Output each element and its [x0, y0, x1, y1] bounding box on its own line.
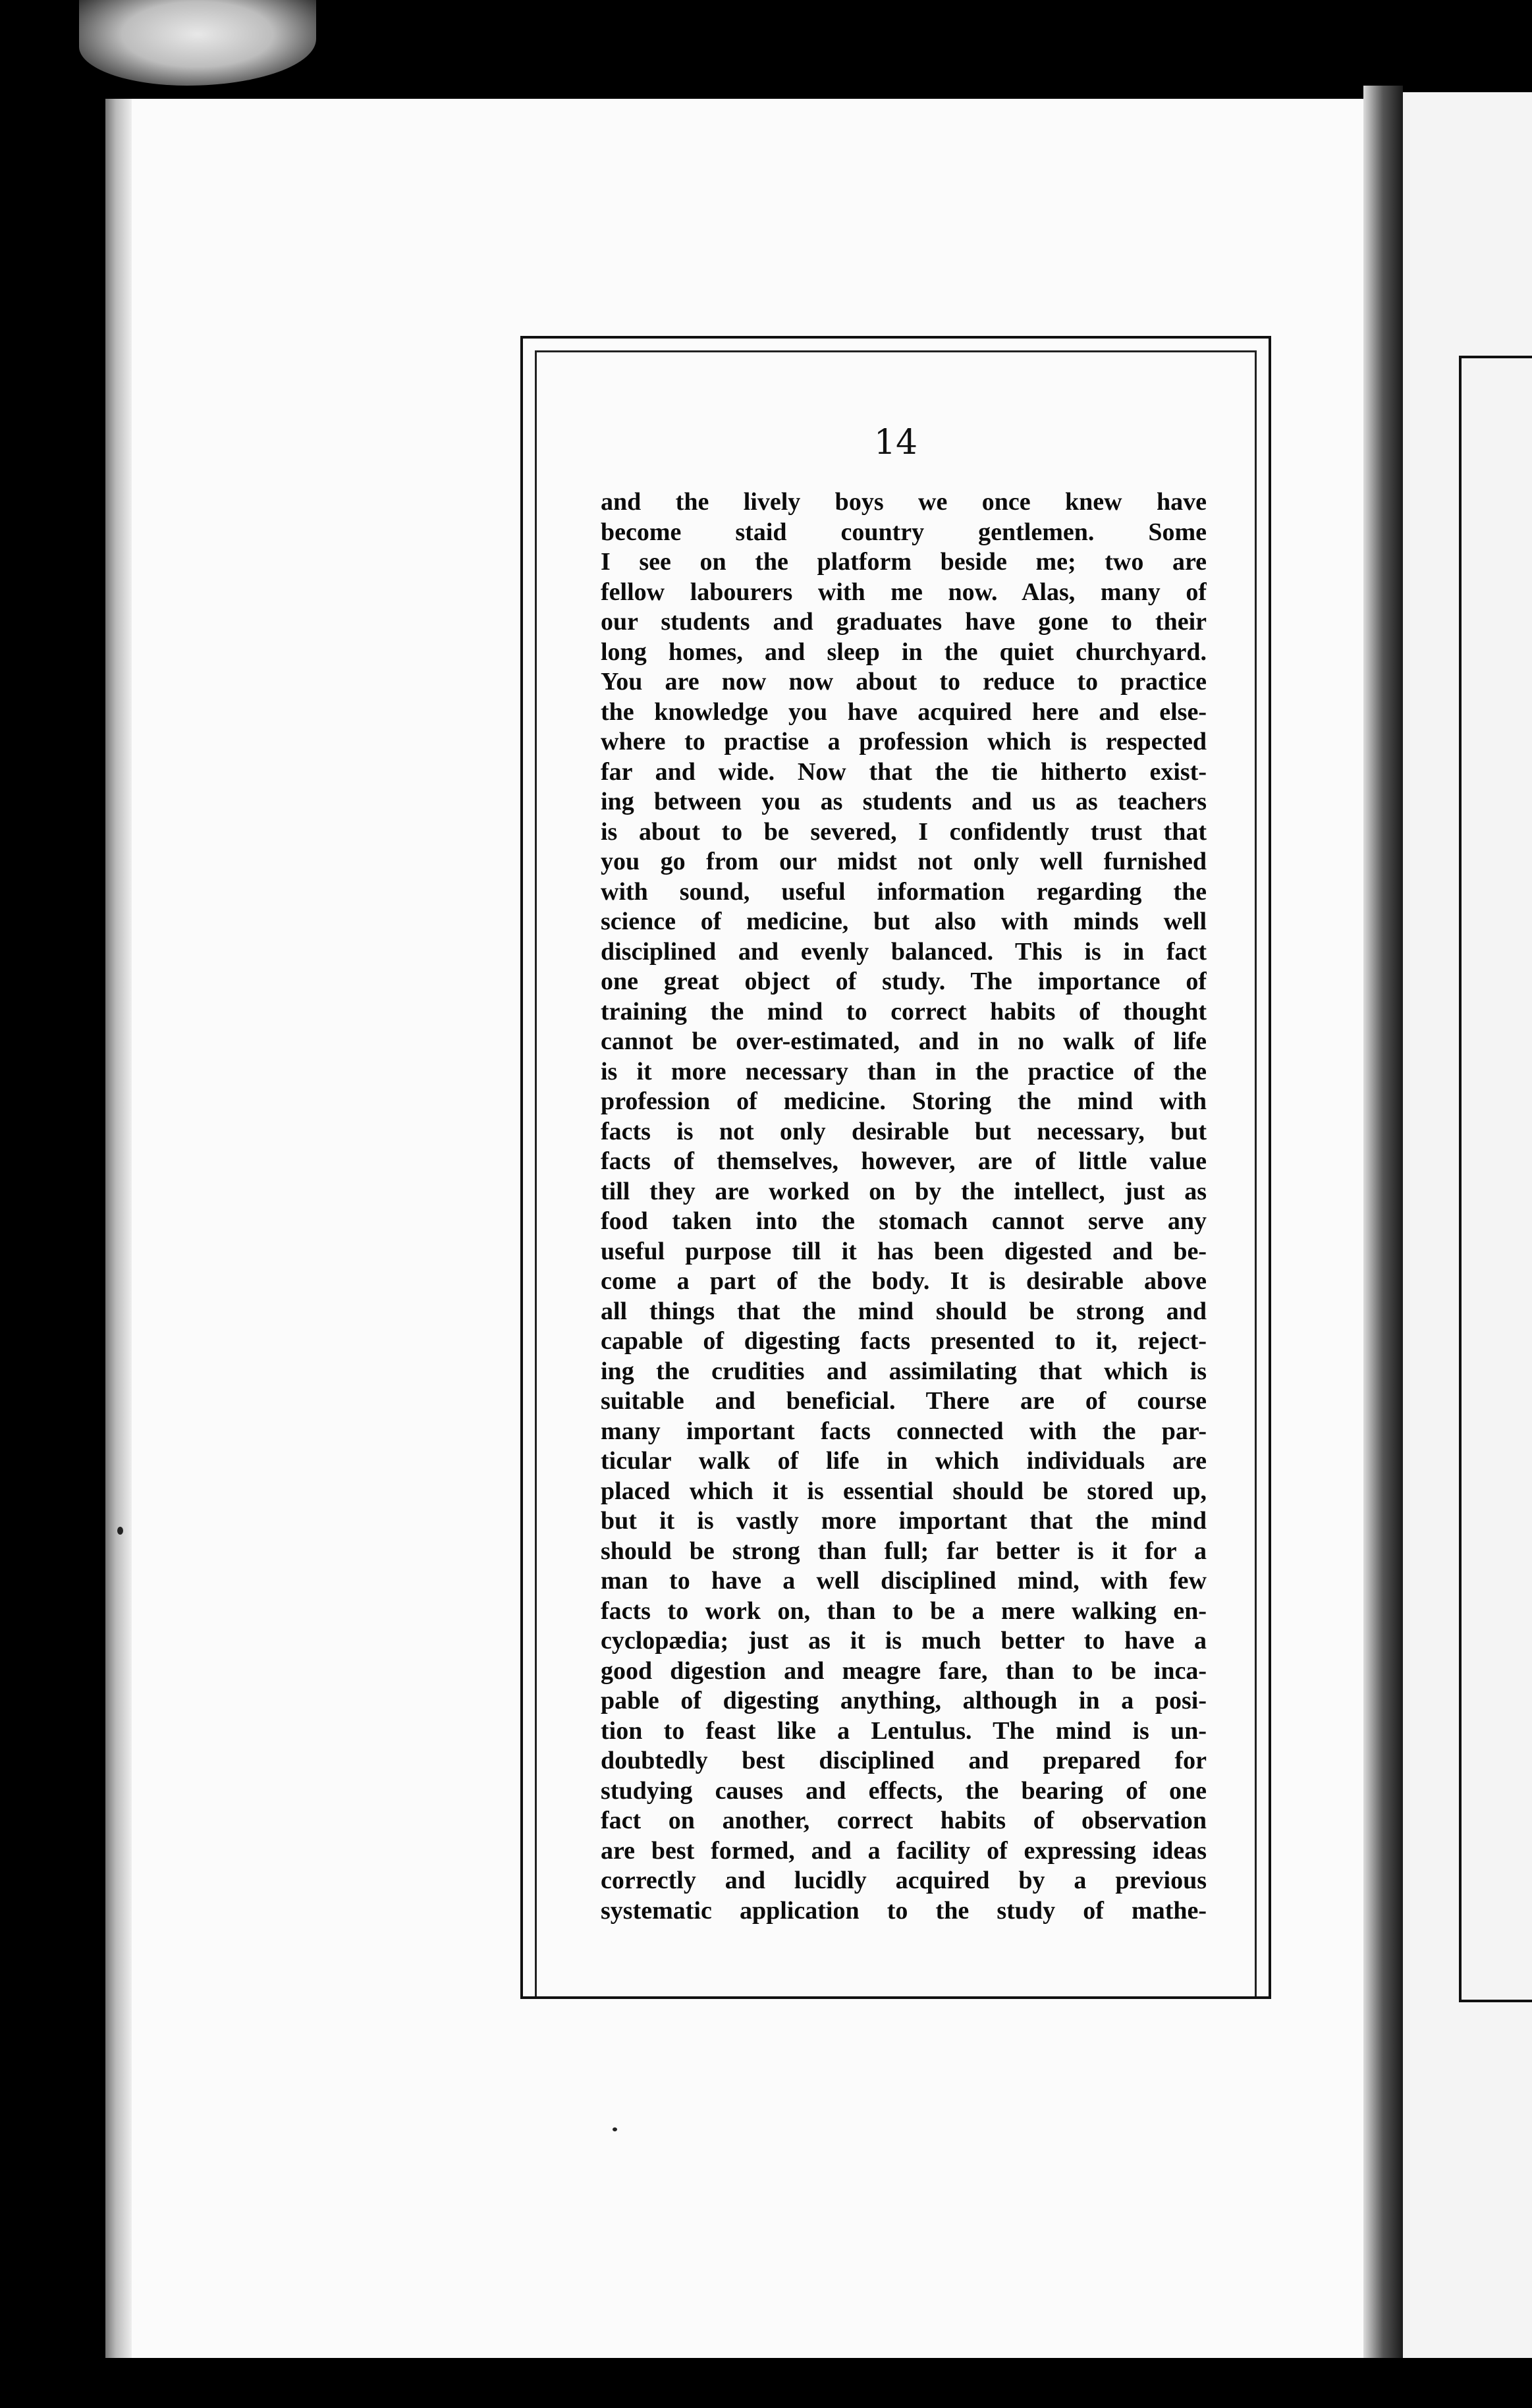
text-line: I see on the platform beside me; two are [601, 548, 1207, 576]
text-line: cannot be over-estimated, and in no walk of life [601, 1027, 1207, 1055]
text-line: disciplined and evenly balanced. This is in fact [601, 937, 1207, 966]
text-line: man to have a well disciplined mind, with few [601, 1567, 1207, 1595]
text-line: profession of medicine. Storing the mind with [601, 1087, 1207, 1115]
text-line: good digestion and meagre fare, than to be inca- [601, 1656, 1207, 1685]
text-line: ing between you as students and us as teachers [601, 788, 1207, 815]
text-line: should be strong than full; far better is it for a [601, 1537, 1207, 1565]
text-line: till they are worked on by the intellect, just as [601, 1177, 1207, 1205]
text-line: facts to work on, than to be a mere walking en- [601, 1597, 1207, 1625]
text-line: come a part of the body. It is desirable above [601, 1267, 1207, 1295]
text-line: studying causes and effects, the bearing of one [601, 1776, 1207, 1805]
text-line: ing the crudities and assimilating that which is [601, 1357, 1207, 1385]
facing-page-frame [1459, 356, 1532, 2002]
text-line: correctly and lucidly acquired by a previous [601, 1867, 1207, 1894]
text-line: long homes, and sleep in the quiet churchyard. [601, 638, 1207, 666]
text-line: facts of themselves, however, are of little value [601, 1147, 1207, 1175]
text-line: where to practise a profession which is respected [601, 728, 1207, 755]
scan-speck [117, 1527, 123, 1535]
text-line: useful purpose till it has been digested and be- [601, 1237, 1207, 1265]
text-line: many important facts connected with the par- [601, 1417, 1207, 1445]
scan-border-bottom [0, 2358, 1532, 2408]
text-line: our students and graduates have gone to their [601, 608, 1207, 636]
text-frame [520, 336, 1271, 1999]
page-number: 14 [873, 423, 918, 462]
book-gutter [1363, 86, 1403, 2365]
text-line: is it more necessary than in the practice of the [601, 1057, 1207, 1085]
text-line: systematic application to the study of mathe- [601, 1896, 1207, 1925]
text-line: cyclopædia; just as it is much better to have a [601, 1627, 1207, 1655]
text-line: but it is vastly more important that the mind [601, 1507, 1207, 1535]
text-line: one great object of study. The importance of [601, 968, 1207, 995]
text-line: doubtedly best disciplined and prepared for [601, 1747, 1207, 1774]
text-line: all things that the mind should be strong and [601, 1297, 1207, 1325]
text-line: fellow labourers with me now. Alas, many of [601, 578, 1207, 606]
text-line: with sound, useful information regarding the [601, 877, 1207, 906]
text-line: science of medicine, but also with minds well [601, 908, 1207, 935]
scan-speck [613, 2127, 617, 2131]
text-line: tion to feast like a Lentulus. The mind is un- [601, 1716, 1207, 1745]
page-stack-edge [105, 99, 132, 2358]
text-line: fact on another, correct habits of observation [601, 1807, 1207, 1834]
text-line: ticular walk of life in which individuals are [601, 1447, 1207, 1475]
text-line: are best formed, and a facility of expressing ideas [601, 1836, 1207, 1865]
text-line: capable of digesting facts presented to it, reject- [601, 1327, 1207, 1355]
text-line: you go from our midst not only well furnished [601, 848, 1207, 875]
text-line: training the mind to correct habits of thought [601, 997, 1207, 1026]
text-line: pable of digesting anything, although in a posi- [601, 1687, 1207, 1714]
text-line: facts is not only desirable but necessary, but [601, 1117, 1207, 1145]
text-line: is about to be severed, I confidently trust that [601, 817, 1207, 846]
body-text [601, 487, 1207, 1926]
text-line: far and wide. Now that the tie hitherto exist- [601, 757, 1207, 786]
text-line: You are now now about to reduce to practice [601, 668, 1207, 696]
text-line: and the lively boys we once knew have [601, 488, 1207, 516]
text-line: food taken into the stomach cannot serve any [601, 1207, 1207, 1235]
text-line: become staid country gentlemen. Some [601, 518, 1207, 546]
text-line: placed which it is essential should be stored up, [601, 1477, 1207, 1505]
text-line: the knowledge you have acquired here and else- [601, 698, 1207, 726]
text-line: suitable and beneficial. There are of course [601, 1387, 1207, 1415]
